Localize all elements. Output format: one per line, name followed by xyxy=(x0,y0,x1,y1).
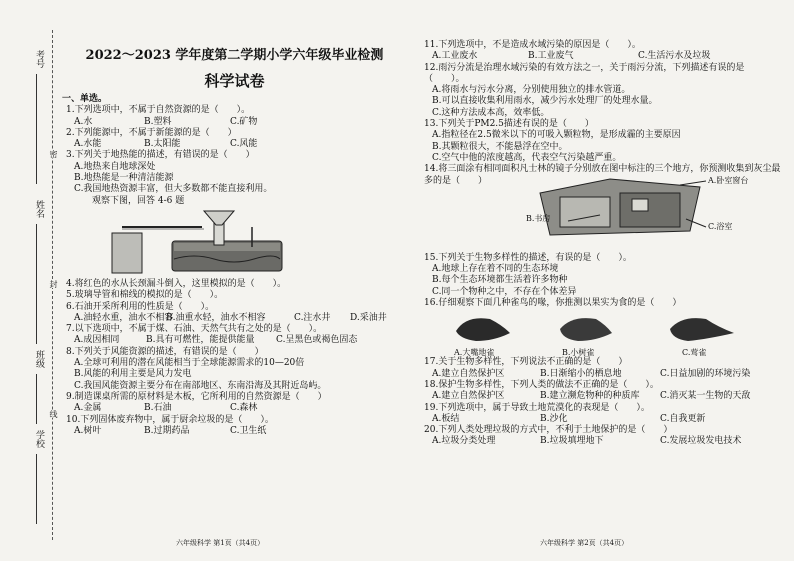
question-10-options xyxy=(62,426,407,437)
option: B.可以直接收集利用雨水，减少污水处理厂的处理水量。 xyxy=(432,96,658,107)
question-13: 13.下列关于PM2.5描述有误的是（ ） xyxy=(424,119,594,130)
question-7-options xyxy=(62,335,407,346)
school-line xyxy=(36,454,37,524)
option: C.空气中他的浓度越高，代表空气污染越严重。 xyxy=(432,152,622,163)
question-6: 6.石油开采所利用的性质是（ ）。 xyxy=(66,301,215,312)
option: C.日益加剧的环境污染 xyxy=(660,368,751,379)
option: A.全球可利用的潜在风能相当于全球能源需求的10—20倍 xyxy=(74,358,305,369)
exam-number-label: 考号 xyxy=(34,50,44,68)
finch-beaks-figure xyxy=(420,309,784,357)
label-warbler-finch: C.莺雀 xyxy=(682,348,707,358)
option: C.同一个物种之中，不存在个体差异 xyxy=(432,286,577,297)
school-label: 学校 xyxy=(34,430,44,448)
question-15: 15.下列关于生物多样性的描述，有误的是（ ）。 xyxy=(424,252,632,263)
figure-caption: 观察下图，回答 4-6 题 xyxy=(92,195,185,206)
option: C.呈黑色或褐色固态 xyxy=(276,335,358,346)
option: B.日渐缩小的栖息地 xyxy=(540,368,622,379)
question-6-options xyxy=(62,313,407,324)
right-column xyxy=(420,0,784,561)
option: B.石油 xyxy=(144,403,172,414)
option: C.注水井 xyxy=(294,312,331,323)
option: A.将雨水与污水分离，分别使用独立的排水管道。 xyxy=(432,85,631,96)
option: C.生活污水及垃圾 xyxy=(638,51,711,62)
option: B.油重水轻，油水不相容 xyxy=(166,312,266,323)
question-19: 19.下列选项中，属于导致土地荒漠化的表现是（ ）。 xyxy=(424,402,650,413)
question-18-options xyxy=(420,391,784,402)
page-footer-2: 六年级科学 第2页（共4页） xyxy=(540,539,629,547)
option: A.水能 xyxy=(74,139,102,150)
house-illustration xyxy=(500,175,740,239)
question-4: 4.将红色的水从长颈漏斗倒入，这里模拟的是（ ）。 xyxy=(66,278,287,289)
section-heading: 一、单选。 xyxy=(62,94,108,104)
question-5: 5.玻璃导管和棉线的模拟的是（ ）。 xyxy=(66,290,224,301)
option: C.这种方法成本高，效率低。 xyxy=(432,107,550,118)
option: B.具有可燃性，能提供能量 xyxy=(146,335,255,346)
option: C.自我更新 xyxy=(660,413,706,424)
option: A.垃圾分类处理 xyxy=(432,436,496,447)
option: B.建立濒危物种的种质库 xyxy=(540,391,640,402)
option: B.每个生态环境都生活着许多物种 xyxy=(432,275,568,286)
option: B.过期药品 xyxy=(144,425,190,436)
question-2: 2.下列能源中，不属于新能源的是（ ） xyxy=(66,127,237,138)
option: A.地球上存在着不同的生态环境 xyxy=(432,264,559,275)
question-2-options xyxy=(62,139,407,150)
option: C.我国风能资源主要分布在南部地区、东南沿海及其附近岛屿。 xyxy=(74,380,327,391)
question-8: 8.下列关于风能资源的描述，有错误的是（ ） xyxy=(66,346,264,357)
option: A.建立自然保护区 xyxy=(432,368,505,379)
question-1-options xyxy=(62,117,407,128)
option: A.指粒径在2.5微米以下的可吸入颗粒物，是形成霾的主要原因 xyxy=(432,130,681,141)
label-bathroom: C.浴室 xyxy=(708,221,733,231)
oil-extraction-figure xyxy=(62,207,407,279)
option: A.建立自然保护区 xyxy=(432,391,505,402)
name-label: 姓名 xyxy=(34,200,44,218)
question-12: 12.雨污分流是治理水域污染的有效方法之一，关于雨污分流，下列描述有误的是（ ）。 xyxy=(424,62,745,84)
option: D.采油井 xyxy=(350,312,387,323)
question-19-options xyxy=(420,414,784,425)
option: C.风能 xyxy=(230,139,258,150)
option: B.塑料 xyxy=(144,116,172,127)
option: A.树叶 xyxy=(74,425,102,436)
question-20-options xyxy=(420,436,784,447)
cut-mark-1: 密 xyxy=(49,150,58,158)
option: B.太阳能 xyxy=(144,139,181,150)
option: B.其颗粒很大，不能悬浮在空中。 xyxy=(432,141,568,152)
class-label: 班级 xyxy=(34,350,44,368)
option: B.地热能是一种清洁能源 xyxy=(74,173,174,184)
label-bedroom-window: A.卧室窗台 xyxy=(708,175,749,185)
option: A.油轻水重，油水不相容 xyxy=(74,312,174,323)
option: C.森林 xyxy=(230,403,258,414)
question-18: 18.保护生物多样性，下列人类的做法不正确的是（ ）。 xyxy=(424,379,659,390)
name-line xyxy=(36,224,37,344)
binding-margin xyxy=(4,30,60,540)
option: C.卫生纸 xyxy=(230,425,267,436)
option: A.地热来自地球深处 xyxy=(74,161,156,172)
question-11-options xyxy=(420,51,784,62)
question-1: 1.下列选项中，不属于自然资源的是（ ）。 xyxy=(66,105,251,116)
question-14: 14.将三面涂有相同面积凡士林的镜子分别放在图中标注的三个地方，你预测收集到灰尘最多的是（ ） xyxy=(424,164,781,186)
label-small-tree-finch: B.小树雀 xyxy=(562,348,595,358)
exam-subtitle: 科学试卷 xyxy=(204,72,265,90)
option: B.沙化 xyxy=(540,413,568,424)
left-column xyxy=(62,0,407,561)
question-20: 20.下列人类处理垃圾的方式中，不利于土地保护的是（ ） xyxy=(424,425,673,436)
exam-number-line xyxy=(36,74,37,184)
option: A.工业废水 xyxy=(432,51,478,62)
cut-mark-3: 线 xyxy=(49,410,58,418)
class-line xyxy=(36,374,37,424)
option: C.发展垃圾发电技术 xyxy=(660,436,742,447)
option: A.金属 xyxy=(74,403,102,414)
option: B.工业废气 xyxy=(528,51,574,62)
option: C.矿物 xyxy=(230,116,258,127)
option: B.风能的利用主要是风力发电 xyxy=(74,369,192,380)
page-footer-1: 六年级科学 第1页（共4页） xyxy=(176,539,265,547)
option: A.成因相同 xyxy=(74,335,120,346)
question-9-options xyxy=(62,403,407,414)
question-10: 10.下列固体废弃物中，属于厨余垃圾的是（ ）。 xyxy=(66,414,274,425)
label-study: B.书房 xyxy=(526,213,551,223)
question-7: 7.以下选项中，不属于煤、石油、天然气共有之处的是（ ）。 xyxy=(66,324,323,335)
oil-model-illustration xyxy=(102,207,302,277)
option: A.水 xyxy=(74,116,93,127)
cut-mark-2: 封 xyxy=(49,280,58,288)
exam-title: 2022～2023 学年度第二学期小学六年级毕业检测 xyxy=(85,48,384,63)
option: A.板结 xyxy=(432,413,460,424)
question-16: 16.仔细观察下面几种雀鸟的喙，你推测以果实为食的是（ ） xyxy=(424,298,682,309)
option: C.我国地热资源丰富，但大多数都不能直接利用。 xyxy=(74,184,273,195)
finch-beaks-illustration xyxy=(450,311,750,347)
question-17: 17.关于生物多样性，下列说法不正确的是（ ） xyxy=(424,357,628,368)
question-3: 3.下列关于地热能的描述，有错误的是（ ） xyxy=(66,150,255,161)
option: C.消灭某一生物的天敌 xyxy=(660,391,751,402)
label-large-ground-finch: A.大嘴地雀 xyxy=(454,348,495,358)
option: B.垃圾填埋地下 xyxy=(540,436,604,447)
question-17-options xyxy=(420,369,784,380)
question-9: 9.制造课桌所需的原材料是木板，它所利用的自然资源是（ ） xyxy=(66,391,327,402)
question-11: 11.下列选项中，不是造成水域污染的原因是（ ）。 xyxy=(424,40,641,50)
